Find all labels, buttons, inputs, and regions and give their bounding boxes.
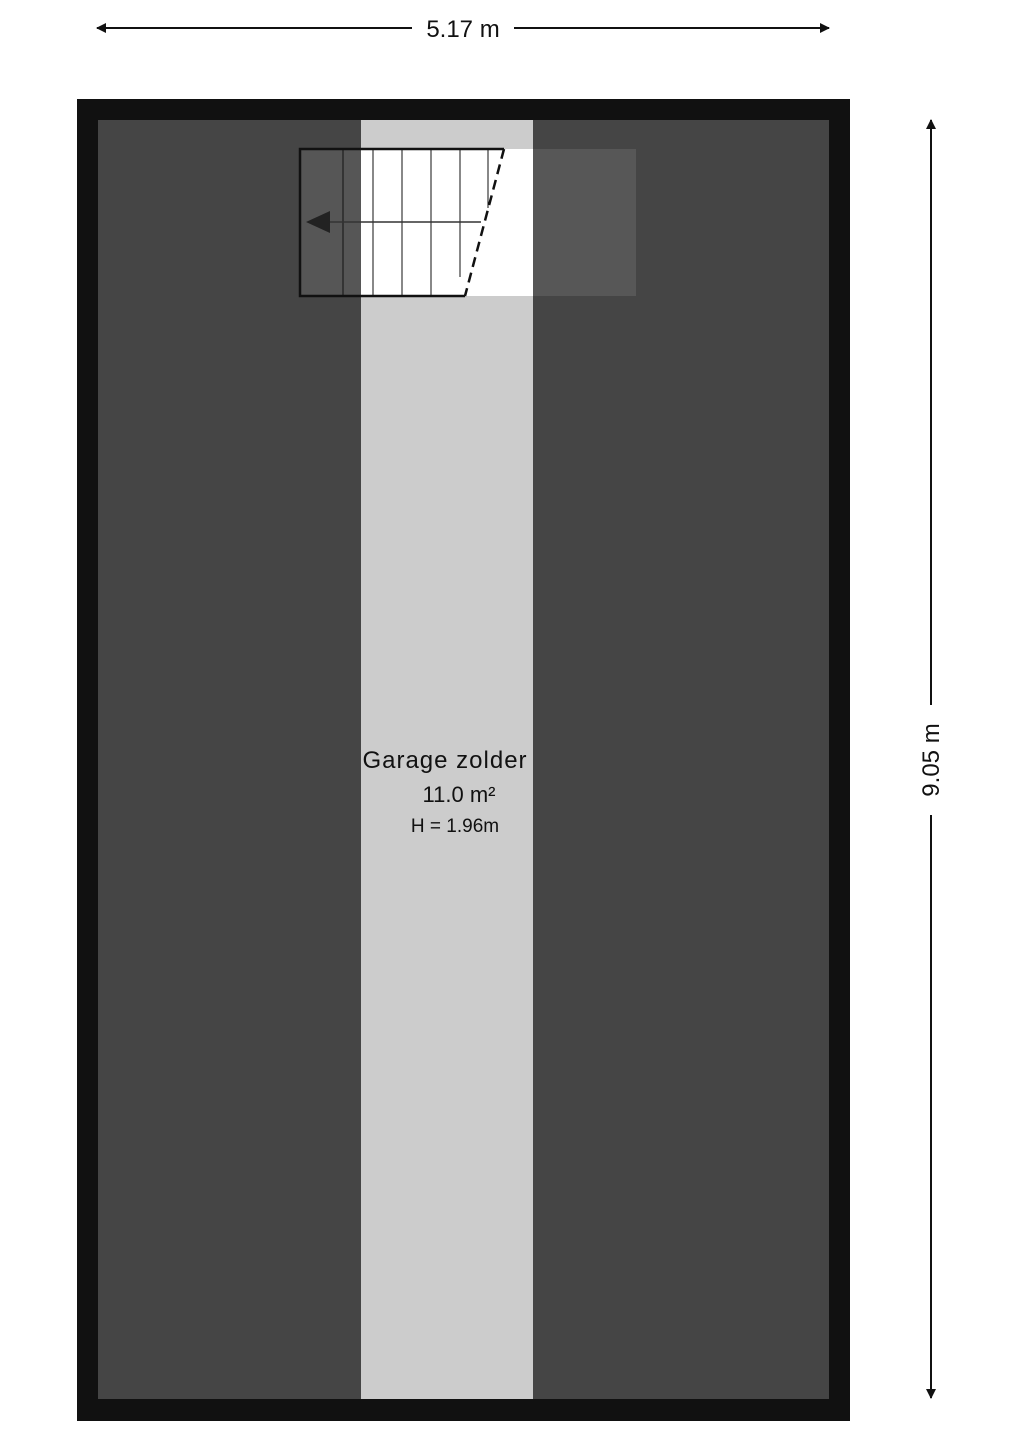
height-dimension-label: 9.05 m [918,723,945,797]
room-height: H = 1.96m [410,816,500,837]
stair-opening [300,149,636,296]
low-ceiling-zone-left [98,120,361,1399]
room-area: 11.0 m² [422,782,496,807]
width-dimension [97,16,829,43]
stair-opening-right-overlay [533,149,636,296]
room-name: Garage zolder [362,747,528,774]
height-dimension [918,120,945,1398]
low-ceiling-zone-right [533,120,829,1399]
width-dimension-label: 5.17 m [426,16,500,43]
